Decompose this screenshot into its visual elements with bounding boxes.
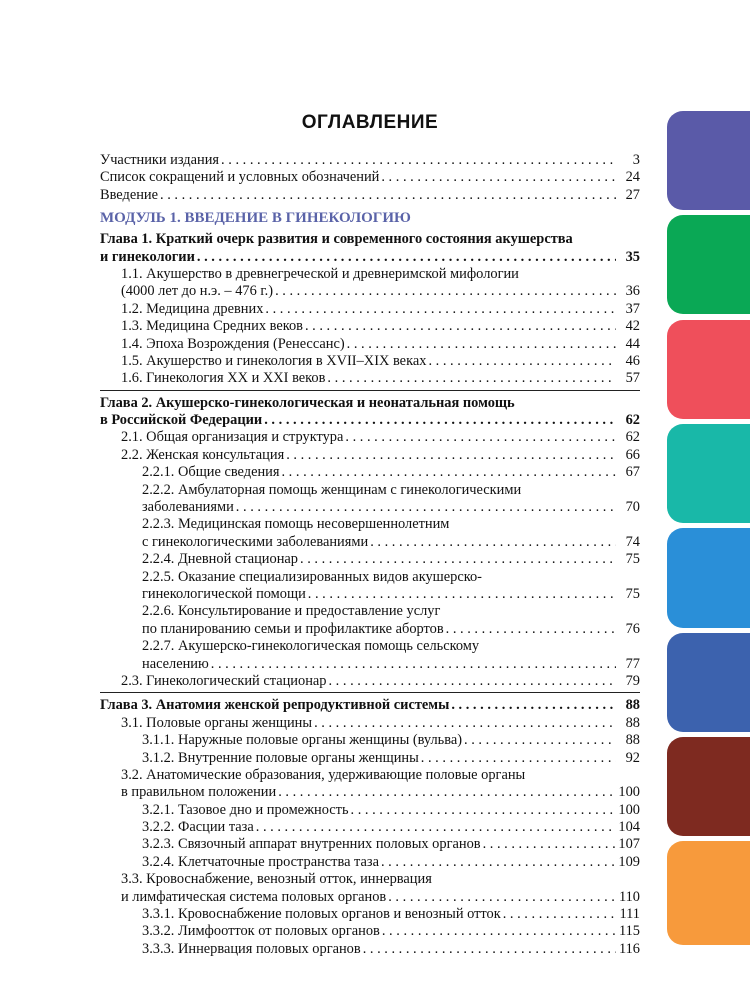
dot-leader <box>351 802 616 819</box>
toc-entry[interactable] <box>100 187 640 204</box>
entry-page: 67 <box>625 464 640 481</box>
dot-leader <box>197 249 616 266</box>
toc-entry[interactable] <box>100 673 640 690</box>
entry-title: 3.2.4. Клетчаточные пространства таза <box>142 853 379 870</box>
chapter-divider <box>100 390 640 391</box>
entry-page: 46 <box>625 352 640 369</box>
toc-entry[interactable] <box>100 836 640 853</box>
section-tab-7[interactable] <box>667 737 750 836</box>
chapter-title[interactable]: Глава 2. Акушерско-гинекологическая и неонатальная помощь <box>100 394 515 411</box>
entry-page: 109 <box>618 853 640 870</box>
entry-page: 104 <box>618 819 640 836</box>
dot-leader <box>503 906 616 923</box>
toc-entry[interactable] <box>100 412 640 429</box>
toc-entry[interactable] <box>100 152 640 169</box>
entry-title: 3.3.2. Лимфоотток от половых органов <box>142 923 380 940</box>
entry-title: 3.3.3. Иннервация половых органов <box>142 940 361 957</box>
entry-page: 70 <box>625 499 640 516</box>
chapter-title: Глава 3. Анатомия женской репродуктивной системы <box>100 697 450 714</box>
section-tab-5[interactable] <box>667 528 750 628</box>
dot-leader <box>363 941 616 958</box>
page-title: ОГЛАВЛЕНИЕ <box>301 112 439 133</box>
entry-page: 62 <box>625 429 640 446</box>
entry-title: 3.1.1. Наружные половые органы женщины (вульва) <box>142 732 463 749</box>
entry-page: 107 <box>618 836 640 853</box>
toc-entry[interactable] <box>100 906 640 923</box>
toc-entry[interactable] <box>100 784 640 801</box>
entry-title: заболеваниями <box>142 499 234 516</box>
dot-leader <box>286 447 616 464</box>
dot-leader <box>328 673 616 690</box>
toc-entry[interactable] <box>100 732 640 749</box>
entry-title: с гинекологическими заболеваниями <box>142 533 369 550</box>
section-title[interactable]: 1.1. Акушерство в древнегреческой и древнеримской мифологии <box>121 265 519 282</box>
entry-page: 3 <box>632 152 640 168</box>
toc-entry[interactable] <box>100 336 640 353</box>
chapter-divider <box>100 692 640 693</box>
dot-leader <box>236 499 616 516</box>
entry-page: 66 <box>625 446 640 463</box>
dot-leader <box>300 551 616 568</box>
entry-title: 2.1. Общая организация и структура <box>121 429 344 446</box>
dot-leader <box>265 301 616 318</box>
toc-entry[interactable] <box>100 169 640 186</box>
dot-leader <box>464 732 616 749</box>
section-tab-6[interactable] <box>667 633 750 732</box>
section-tab-4[interactable] <box>667 424 750 523</box>
section-tab-8[interactable] <box>667 841 750 945</box>
toc-entry[interactable] <box>100 249 640 266</box>
entry-page: 27 <box>625 186 640 203</box>
table-of-contents <box>100 152 640 958</box>
toc-entry[interactable] <box>100 464 640 481</box>
dot-leader <box>221 152 616 169</box>
entry-title: 1.5. Акушерство и гинекология в XVII–XIX веках <box>121 352 427 369</box>
toc-entry[interactable] <box>100 750 640 767</box>
entry-title: населению <box>142 655 209 672</box>
entry-title: в Российской Федерации <box>100 412 263 429</box>
dot-leader <box>347 336 616 353</box>
dot-leader <box>327 370 616 387</box>
entry-title: 1.6. Гинекология XX и XXI веков <box>121 370 326 387</box>
toc-entry[interactable] <box>100 551 640 568</box>
entry-title: 1.4. Эпоха Возрождения (Ренессанс) <box>121 335 345 352</box>
dot-leader <box>421 750 616 767</box>
entry-title: в правильном положении <box>121 784 277 801</box>
entry-page: 88 <box>625 732 640 749</box>
toc-entry[interactable] <box>100 819 640 836</box>
toc-entry[interactable] <box>100 586 640 603</box>
entry-title: 3.1.2. Внутренние половые органы женщины <box>142 749 419 766</box>
entry-title: 3.2.2. Фасции таза <box>142 819 254 836</box>
entry-title: 3.3.1. Кровоснабжение половых органов и венозный отток <box>142 906 501 923</box>
entry-page: 100 <box>618 801 640 818</box>
entry-page: 44 <box>625 335 640 352</box>
toc-entry[interactable] <box>100 715 640 732</box>
entry-page: 115 <box>618 923 640 940</box>
entry-title: 1.2. Медицина древних <box>121 300 264 317</box>
chapter-title[interactable]: Глава 1. Краткий очерк развития и современного состояния акушерства <box>100 231 573 248</box>
section-title[interactable]: 2.2.5. Оказание специализированных видов акушерско- <box>142 568 482 585</box>
entry-page: 111 <box>619 906 640 923</box>
entry-page: 35 <box>625 248 640 265</box>
toc-entry[interactable] <box>100 283 640 300</box>
entry-title: 3.2.3. Связочный аппарат внутренних половых органов <box>142 836 481 853</box>
section-tab-2[interactable] <box>667 215 750 314</box>
dot-leader <box>211 656 616 673</box>
entry-title: (4000 лет до н.э. – 476 г.) <box>121 283 274 300</box>
entry-title: по планированию семьи и профилактике абортов <box>142 620 444 637</box>
entry-title: 2.2.4. Дневной стационар <box>142 551 298 568</box>
entry-title: и лимфатическая система половых органов <box>121 888 387 905</box>
toc-entry[interactable] <box>100 656 640 673</box>
dot-leader <box>256 819 616 836</box>
entry-page: 42 <box>625 318 640 335</box>
entry-page: 24 <box>625 169 640 186</box>
toc-entry[interactable] <box>100 318 640 335</box>
dot-leader <box>308 586 616 603</box>
dot-leader <box>382 923 616 940</box>
section-title[interactable]: 2.2.3. Медицинская помощь несовершеннолетним <box>142 516 450 533</box>
entry-title: и гинекологии <box>100 248 195 265</box>
entry-page: 110 <box>618 888 640 905</box>
entry-page: 37 <box>625 300 640 317</box>
dot-leader <box>388 889 616 906</box>
section-title[interactable]: 2.2.6. Консультирование и предоставление услуг <box>142 603 441 620</box>
entry-page: 100 <box>618 784 640 801</box>
entry-page: 75 <box>625 551 640 568</box>
toc-entry[interactable] <box>100 923 640 940</box>
entry-page: 116 <box>618 940 640 957</box>
entry-page: 88 <box>625 697 640 714</box>
entry-title: Участники издания <box>100 152 220 168</box>
entry-page: 62 <box>625 412 640 429</box>
dot-leader <box>446 621 616 638</box>
section-tab-1[interactable] <box>667 111 750 210</box>
dot-leader <box>345 429 616 446</box>
section-title[interactable]: 3.2. Анатомические образования, удерживающие половые органы <box>121 766 526 783</box>
dot-leader <box>264 412 616 429</box>
toc-entry[interactable] <box>100 370 640 387</box>
entry-page: 92 <box>625 749 640 766</box>
entry-title: Введение <box>100 186 159 203</box>
toc-entry[interactable] <box>100 353 640 370</box>
entry-title: 1.3. Медицина Средних веков <box>121 318 303 335</box>
entry-page: 76 <box>625 620 640 637</box>
section-tab-3[interactable] <box>667 320 750 419</box>
section-title[interactable]: 2.2.7. Акушерско-гинекологическая помощь сельскому <box>142 638 480 655</box>
toc-entry[interactable] <box>100 447 640 464</box>
entry-page: 75 <box>625 585 640 602</box>
entry-title: 2.3. Гинекологический стационар <box>121 672 327 689</box>
module-heading: МОДУЛЬ 1. ВВЕДЕНИЕ В ГИНЕКОЛОГИЮ <box>100 210 411 227</box>
toc-entry[interactable] <box>100 499 640 516</box>
toc-entry[interactable] <box>100 889 640 906</box>
toc-entry[interactable] <box>100 534 640 551</box>
toc-entry[interactable] <box>100 697 640 714</box>
dot-leader <box>278 784 616 801</box>
entry-page: 88 <box>625 714 640 731</box>
section-title[interactable]: 3.3. Кровоснабжение, венозный отток, иннервация <box>121 871 432 888</box>
dot-leader <box>381 854 616 871</box>
dot-leader <box>451 697 616 714</box>
toc-entry[interactable] <box>100 854 640 871</box>
entry-page: 57 <box>625 370 640 387</box>
toc-entry[interactable] <box>100 429 640 446</box>
dot-leader <box>305 318 616 335</box>
entry-page: 36 <box>625 283 640 300</box>
toc-entry[interactable] <box>100 621 640 638</box>
dot-leader <box>160 187 616 204</box>
dot-leader <box>483 836 616 853</box>
dot-leader <box>381 169 616 186</box>
dot-leader <box>314 715 616 732</box>
entry-page: 79 <box>625 672 640 689</box>
dot-leader <box>370 534 616 551</box>
entry-title: 3.1. Половые органы женщины <box>121 714 313 731</box>
toc-entry[interactable] <box>100 802 640 819</box>
toc-entry[interactable] <box>100 941 640 958</box>
entry-title: 2.2. Женская консультация <box>121 446 285 463</box>
entry-title: 2.2.1. Общие сведения <box>142 464 280 481</box>
dot-leader <box>281 464 616 481</box>
entry-page: 77 <box>625 655 640 672</box>
entry-title: Список сокращений и условных обозначений <box>100 169 380 186</box>
toc-entry[interactable] <box>100 301 640 318</box>
entry-page: 74 <box>625 533 640 550</box>
dot-leader <box>428 353 616 370</box>
entry-title: гинекологической помощи <box>142 585 306 602</box>
dot-leader <box>275 283 616 300</box>
entry-title: 3.2.1. Тазовое дно и промежность <box>142 801 349 818</box>
section-title[interactable]: 2.2.2. Амбулаторная помощь женщинам с гинекологическими <box>142 481 522 498</box>
